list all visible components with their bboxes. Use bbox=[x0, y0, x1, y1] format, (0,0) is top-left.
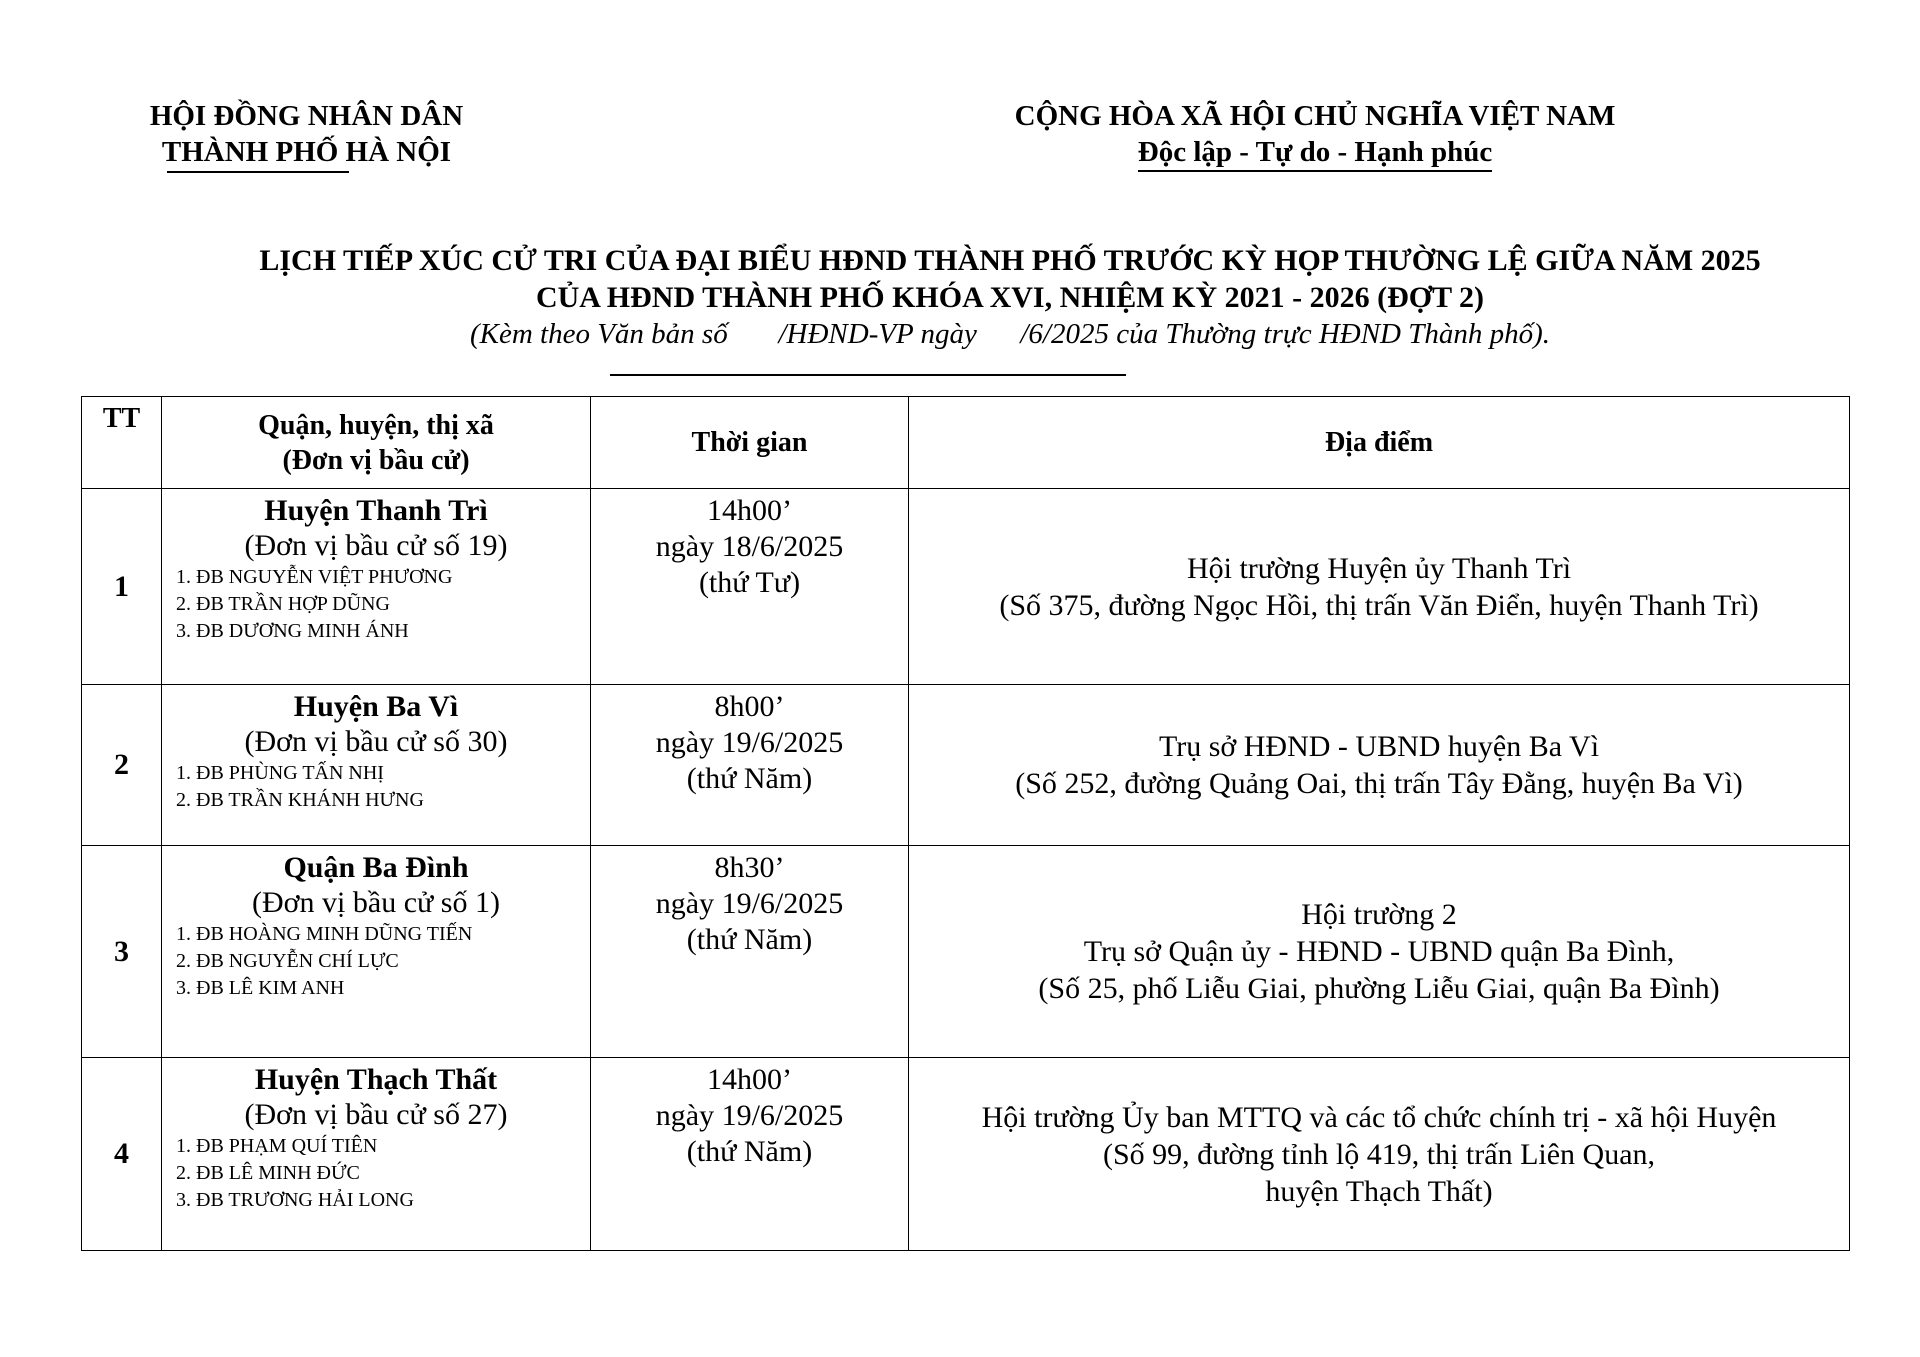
table-row bbox=[82, 846, 1850, 1058]
meeting-date: ngày 19/6/2025 bbox=[655, 726, 844, 759]
table-row bbox=[82, 685, 1850, 846]
header-time: Thời gian bbox=[591, 397, 909, 489]
country-name: CỘNG HÒA XÃ HỘI CHỦ NGHĨA VIỆT NAM bbox=[1014, 100, 1616, 132]
table-row bbox=[82, 1058, 1850, 1251]
place-line: (Số 252, đường Quảng Oai, thị trấn Tây Đằng, huyện Ba Vì) bbox=[1015, 767, 1743, 800]
unit-name: Huyện Thanh Trì bbox=[264, 494, 488, 527]
national-motto: Độc lập - Tự do - Hạnh phúc bbox=[1138, 135, 1493, 172]
delegate: 2. ĐB TRẦN KHÁNH HƯNG bbox=[176, 789, 424, 811]
issuing-authority bbox=[79, 98, 534, 170]
delegate: 3. ĐB DƯƠNG MINH ÁNH bbox=[176, 620, 409, 642]
national-heading bbox=[915, 98, 1715, 172]
meeting-time: 8h30’ bbox=[714, 851, 785, 884]
schedule-table bbox=[81, 396, 1850, 1251]
title-line-1: LỊCH TIẾP XÚC CỬ TRI CỦA ĐẠI BIỂU HĐND THÀNH PHỐ TRƯỚC KỲ HỌP THƯỜNG LỆ GIỮA NĂM 2025 bbox=[259, 244, 1761, 277]
meeting-date: ngày 19/6/2025 bbox=[655, 1099, 844, 1132]
place-line: Trụ sở Quận ủy - HĐND - UBND quận Ba Đình, bbox=[1083, 935, 1675, 968]
title-subtitle: (Kèm theo Văn bản số /HĐND-VP ngày /6/2025 của Thường trực HĐND Thành phố). bbox=[469, 318, 1551, 350]
meeting-time: 14h00’ bbox=[707, 494, 792, 527]
unit-name: Quận Ba Đình bbox=[283, 851, 469, 884]
place-line: (Số 99, đường tỉnh lộ 419, thị trấn Liên Quan, bbox=[1102, 1137, 1656, 1171]
time-cell bbox=[591, 489, 909, 685]
header-place: Địa điểm bbox=[909, 397, 1850, 489]
delegate: 1. ĐB NGUYỄN VIỆT PHƯƠNG bbox=[176, 566, 453, 588]
time-cell bbox=[591, 846, 909, 1058]
row-number: 3 bbox=[82, 846, 162, 1058]
header-unit-line-2: (Đơn vị bầu cử) bbox=[282, 444, 470, 476]
place-line: Hội trường Ủy ban MTTQ và các tổ chức chính trị - xã hội Huyện bbox=[981, 1100, 1777, 1134]
header-tt: TT bbox=[82, 397, 162, 489]
delegate: 2. ĐB NGUYỄN CHÍ LỰC bbox=[176, 950, 399, 972]
authority-line-1: HỘI ĐỒNG NHÂN DÂN bbox=[149, 100, 464, 132]
place-line: (Số 375, đường Ngọc Hồi, thị trấn Văn Điển, huyện Thanh Trì) bbox=[999, 588, 1759, 622]
delegate: 1. ĐB PHẠM QUÍ TIÊN bbox=[176, 1135, 378, 1157]
meeting-time: 14h00’ bbox=[707, 1063, 792, 1096]
table-row bbox=[82, 489, 1850, 685]
row-number: 2 bbox=[82, 685, 162, 846]
constituency: (Đơn vị bầu cử số 19) bbox=[244, 529, 508, 562]
unit-cell bbox=[162, 846, 591, 1058]
header-unit-line-1: Quận, huyện, thị xã bbox=[258, 409, 494, 441]
place-cell bbox=[909, 489, 1850, 685]
meeting-weekday: (thứ Năm) bbox=[686, 1135, 813, 1168]
row-number: 4 bbox=[82, 1058, 162, 1251]
delegate: 3. ĐB TRƯƠNG HẢI LONG bbox=[176, 1189, 414, 1211]
delegate: 2. ĐB LÊ MINH ĐỨC bbox=[176, 1162, 360, 1184]
delegate: 1. ĐB HOÀNG MINH DŨNG TIẾN bbox=[176, 923, 473, 945]
time-cell bbox=[591, 1058, 909, 1251]
title-line-2: CỦA HĐND THÀNH PHỐ KHÓA XVI, NHIỆM KỲ 2021 - 2026 (ĐỢT 2) bbox=[535, 281, 1485, 314]
table-header-row bbox=[82, 397, 1850, 489]
meeting-time: 8h00’ bbox=[714, 690, 785, 723]
delegate: 1. ĐB PHÙNG TẤN NHỊ bbox=[176, 762, 384, 784]
constituency: (Đơn vị bầu cử số 30) bbox=[244, 725, 508, 758]
place-cell bbox=[909, 685, 1850, 846]
meeting-date: ngày 18/6/2025 bbox=[655, 530, 844, 563]
delegate: 2. ĐB TRẦN HỢP DŨNG bbox=[176, 593, 390, 615]
place-cell bbox=[909, 846, 1850, 1058]
constituency: (Đơn vị bầu cử số 1) bbox=[252, 886, 500, 919]
header-unit bbox=[162, 397, 591, 489]
place-cell bbox=[909, 1058, 1850, 1251]
unit-cell bbox=[162, 1058, 591, 1251]
delegate: 3. ĐB LÊ KIM ANH bbox=[176, 977, 345, 999]
unit-name: Huyện Thạch Thất bbox=[254, 1063, 498, 1096]
place-line: (Số 25, phố Liễu Giai, phường Liễu Giai, quận Ba Đình) bbox=[1038, 972, 1720, 1005]
authority-line-2: THÀNH PHỐ HÀ NỘI bbox=[161, 136, 452, 168]
authority-underline bbox=[167, 171, 349, 173]
meeting-weekday: (thứ Năm) bbox=[686, 923, 813, 956]
title-underline bbox=[610, 374, 1126, 376]
time-cell bbox=[591, 685, 909, 846]
place-line: Hội trường Huyện ủy Thanh Trì bbox=[1186, 551, 1572, 585]
constituency: (Đơn vị bầu cử số 27) bbox=[244, 1098, 508, 1131]
place-line: Trụ sở HĐND - UBND huyện Ba Vì bbox=[1158, 730, 1600, 763]
place-line: huyện Thạch Thất) bbox=[1265, 1174, 1493, 1208]
place-line: Hội trường 2 bbox=[1301, 898, 1457, 931]
meeting-weekday: (thứ Năm) bbox=[686, 762, 813, 795]
unit-name: Huyện Ba Vì bbox=[293, 690, 459, 723]
document-title bbox=[190, 242, 1830, 352]
unit-cell bbox=[162, 685, 591, 846]
meeting-date: ngày 19/6/2025 bbox=[655, 887, 844, 920]
unit-cell bbox=[162, 489, 591, 685]
meeting-weekday: (thứ Tư) bbox=[698, 566, 801, 599]
row-number: 1 bbox=[82, 489, 162, 685]
